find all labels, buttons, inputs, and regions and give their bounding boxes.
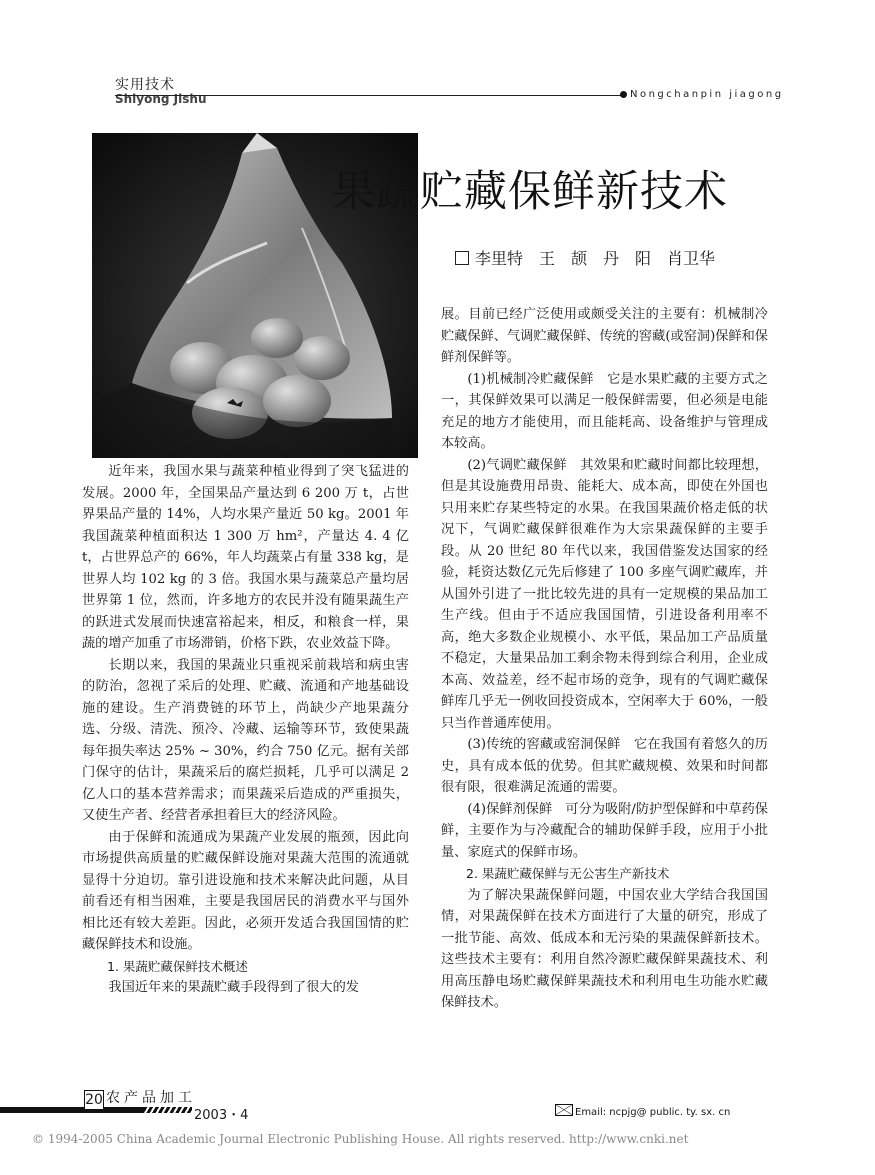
email-text: Email: ncpjg@ public. ty. sx. cn (575, 1107, 731, 1118)
paragraph: 由于保鲜和流通成为果蔬产业发展的瓶颈，因此向市场提供高质量的贮藏保鲜设施对果蔬大范围的流通就显得十分迫切。靠引进设施和技术来解决此问题，从目前看还有相当困难，主要是我国居民的消费水平与国外相比还有较大差距。因此，必须开发适合我国国情的贮藏保鲜技术和设施。 (82, 829, 409, 952)
section-heading: 1. 果蔬贮藏保鲜技术概述 (107, 958, 248, 974)
header-rule (115, 95, 623, 96)
paragraph: (4)保鲜剂保鲜 可分为吸附/防护型保鲜和中草药保鲜，主要作为与冷藏配合的辅助保鲜手段，应用于小批量、家庭式的保鲜市场。 (441, 801, 768, 860)
section-title: 实用技术 (115, 77, 175, 93)
issue-number: 2003・4 (194, 1108, 249, 1123)
paragraph: 展。目前已经广泛使用或颇受关注的主要有：机械制冷贮藏保鲜、气调贮藏保鲜、传统的窖藏(或窑洞)保鲜和保鲜剂保鲜等。 (441, 307, 768, 365)
header-bullet-icon (620, 91, 627, 98)
article-title: 果蔬贮藏保鲜新技术 (332, 167, 728, 217)
page-number: 20 (85, 1092, 103, 1108)
paragraph: (3)传统的窖藏或窑洞保鲜 它在我国有着悠久的历史，具有成本低的优势。但其贮藏规模、效果和时间都很有限，很难满足流通的需要。 (441, 737, 768, 795)
paragraph: 长期以来，我国的果蔬业只重视采前栽培和病虫害的防治，忽视了采后的处理、贮藏、流通和产地基础设施的建设。生产消费链的环节上，尚缺少产地果蔬分选、分级、清洗、预冷、冷藏、运输等环节，致使果蔬每年损失率达 25% ~ 30%，约合 750 亿元。据有关部门保守的估计，果蔬采后的腐烂损耗，几乎可以满足 2 亿人口的基本营养需求；而果蔬采后造成的严重损失，又使生产者、经营者承担着巨大的经济风险。 (82, 657, 409, 823)
paragraph: 近年来，我国水果与蔬菜种植业得到了突飞猛进的发展。2000 年，全国果品产量达到 6 200 万 t，占世界果品产量的 14%，人均水果产量近 50 kg。2001 年我国蔬菜种植面积达 1 300 万 hm²，产量达 4. 4 亿 t，占世界总产的 66%，年人均蔬菜占有量 338 kg，是世界人均 102 kg 的 3 倍。我国水果与蔬菜总产量均居世界第 1 位，然而，许多地方的农民并没有随果蔬生产的跃进式发展而快速富裕起来，相反，和粮食一样，果蔬的增产加重了市场滞销，价格下跌，农业效益下降。 (82, 464, 409, 651)
footer-email (555, 1104, 730, 1118)
author-square-icon (455, 251, 469, 265)
paragraph: (1)机械制冷贮藏保鲜 它是水果贮藏的主要方式之一，其保鲜效果可以满足一般保鲜需要，但必须是电能充足的地方才能使用，而且能耗高、设备维护与管理成本较高。 (441, 371, 768, 451)
section-pinyin: Shiyong Jishu (115, 92, 207, 106)
paragraph: 我国近年来的果蔬贮藏手段得到了很大的发 (108, 980, 359, 995)
journal-pinyin: Nongchanpin jiagong (630, 89, 784, 100)
article-authors (455, 246, 715, 269)
envelope-icon (555, 1104, 573, 1116)
footer-hatch (144, 1107, 192, 1113)
paragraph: (2)气调贮藏保鲜 其效果和贮藏时间都比较理想，但是其设施费用昂贵、能耗大、成本高，即使在外国也只用来贮存某些特定的水果。在我国果蔬价格走低的状况下，气调贮藏保鲜很难作为大宗果蔬保鲜的主要手段。从 20 世纪 80 年代以来，我国借鉴发达国家的经验，耗资达数亿元先后修建了 100 多座气调贮藏库，并从国外引进了一批比较先进的具有一定规模的果品加工生产线。但由于不适应我国国情，引进设备利用率不高，绝大多数企业规模小、水平低，果品加工产品质量不稳定，大量果品加工剩余物未得到综合利用，企业成本高、效益差，经不起市场的竞争，现有的气调贮藏保鲜库几乎无一例收回投资成本，空闲率大于 60%，一般只当作普通库使用。 (441, 457, 768, 731)
section-heading: 2. 果蔬贮藏保鲜与无公害生产新技术 (466, 866, 670, 881)
author-names: 李里特 王 颉 丹 阳 肖卫华 (475, 249, 716, 268)
copyright-notice: © 1994-2005 China Academic Journal Electronic Publishing House. All rights reserved. http://www.cnki.net (32, 1132, 689, 1146)
left-column (82, 461, 409, 999)
right-column (441, 304, 768, 1014)
journal-name: 农产品加工 (106, 1090, 196, 1106)
paragraph: 为了解决果蔬保鲜问题，中国农业大学结合我国国情，对果蔬保鲜在技术方面进行了大量的研究，形成了一批节能、高效、低成本和无污染的果蔬保鲜新技术。这些技术主要有：利用自然冷源贮藏保鲜果蔬技术、利用高压静电场贮藏保鲜果蔬技术和利用电生功能水贮藏保鲜技术。 (441, 887, 768, 1010)
